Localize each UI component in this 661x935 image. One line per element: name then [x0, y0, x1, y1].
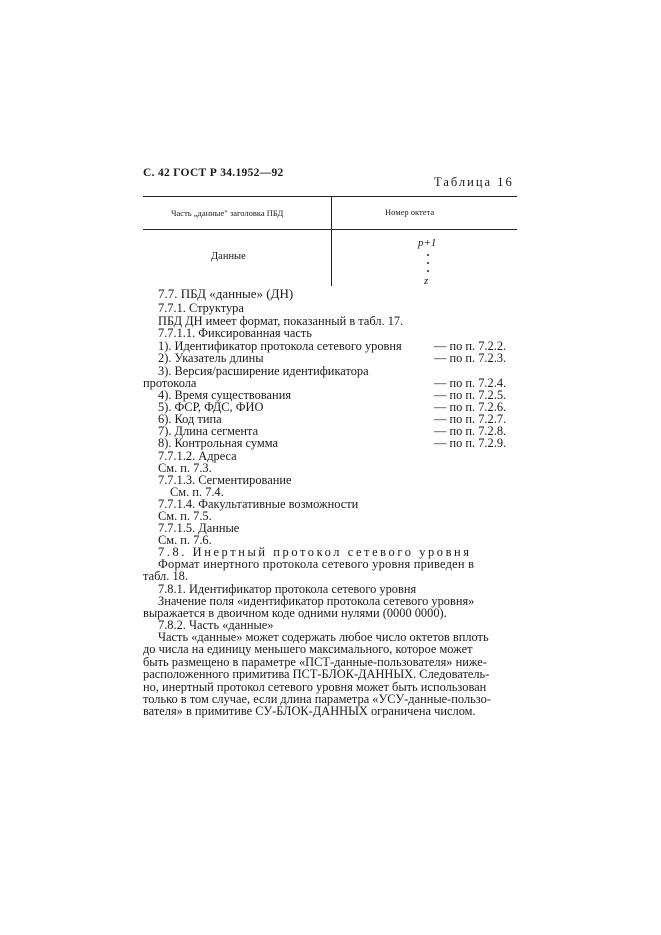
- table-header-octet: Номер октета: [385, 207, 435, 217]
- section-7-7-1-5-ref: См. п. 7.6.: [158, 533, 212, 547]
- section-7-7-title: [158, 288, 293, 300]
- section-title-text: 7.7. ПБД «данные» (ДН): [158, 286, 294, 301]
- section-7-7-1-text: ПБД ДН имеет формат, показанный в табл. 17.: [158, 314, 404, 328]
- paragraph-line: табл. 18.: [143, 569, 188, 583]
- list-item-ref: — по п. 7.2.6.: [434, 400, 507, 414]
- list-item-label: 7). Длина сегмента: [158, 424, 259, 438]
- section-7-7-1-3: 7.7.1.3. Сегментирование: [158, 473, 292, 487]
- list-item-label: 1). Идентификатор протокола сетевого уровня: [158, 339, 402, 353]
- table-header-rule: [143, 229, 517, 230]
- section-7-7-1-4-ref: См. п. 7.5.: [158, 509, 212, 523]
- list-item-label: 8). Контрольная сумма: [158, 436, 279, 450]
- list-item-label: 6). Код типа: [158, 412, 222, 426]
- section-7-8-2: 7.8.2. Часть «данные»: [158, 618, 274, 632]
- section-7-7-1-5: 7.7.1.5. Данные: [158, 521, 240, 535]
- table-header-part: Часть „данные" заголовка ПБД: [171, 208, 284, 218]
- list-item-ref: — по п. 7.2.4.: [434, 376, 507, 390]
- section-7-7-1: 7.7.1. Структура: [158, 301, 244, 315]
- paragraph-line: выражается в двоичном коде одними нулями (0000 0000).: [143, 606, 447, 620]
- list-item-label: 5). ФСР, ФДС, ФИО: [158, 400, 264, 414]
- section-7-7-1-4: 7.7.1.4. Факультативные возможности: [158, 497, 359, 511]
- list-item-label: 3). Версия/расширение идентификатора: [158, 364, 369, 378]
- list-item-ref: — по п. 7.2.3.: [434, 351, 507, 365]
- paragraph-line: расположенного примитива ПСТ-БЛОК-ДАННЫХ. Следователь-: [143, 667, 490, 681]
- list-item-ref: — по п. 7.2.2.: [434, 339, 507, 353]
- octet-ellipsis-dot: [427, 270, 429, 272]
- paragraph-line: но, инертный протокол сетевого уровня может быть использован: [143, 680, 487, 694]
- list-item-label: протокола: [143, 376, 197, 390]
- paragraph-line: до числа на единицу меньшего максимального, которое может: [143, 642, 473, 656]
- paragraph-line: Часть «данные» может содержать любое число октетов вплоть: [158, 630, 489, 644]
- table-top-rule: [143, 196, 517, 197]
- section-7-7-1-2: 7.7.1.2. Адреса: [158, 449, 237, 463]
- table-row-label: Данные: [211, 251, 246, 262]
- list-item-label: 2). Указатель длины: [158, 351, 264, 365]
- paragraph-line: Значение поля «идентификатор протокола сетевого уровня»: [158, 594, 475, 608]
- table-column-divider: [331, 196, 332, 286]
- page-header: С. 42 ГОСТ Р 34.1952—92: [143, 167, 284, 179]
- section-7-8-title: 7.8. Инертный протокол сетевого уровня: [158, 545, 472, 559]
- section-7-7-1-1: 7.7.1.1. Фиксированная часть: [158, 326, 312, 340]
- list-item-ref: — по п. 7.2.8.: [434, 424, 507, 438]
- list-item-ref: — по п. 7.2.9.: [434, 436, 507, 450]
- list-item-ref: — по п. 7.2.5.: [434, 388, 507, 402]
- octet-last: z: [424, 275, 429, 287]
- paragraph-line: только в том случае, если длина параметра «УСУ-данные-пользо-: [143, 692, 491, 706]
- section-7-8-1: 7.8.1. Идентификатор протокола сетевого уровня: [158, 582, 417, 596]
- paragraph-line: быть размещено в параметре «ПСТ-данные-пользователя» ниже-: [143, 655, 487, 669]
- section-7-7-1-2-ref: См. п. 7.3.: [158, 461, 212, 475]
- paragraph-line: Формат инертного протокола сетевого уровня приведен в: [158, 557, 475, 571]
- octet-ellipsis-dot: [427, 254, 429, 256]
- list-item-ref: — по п. 7.2.7.: [434, 412, 507, 426]
- octet-first: p+1: [418, 237, 437, 249]
- list-item-label: 4). Время существования: [158, 388, 292, 402]
- section-7-7-1-3-ref: См. п. 7.4.: [170, 485, 224, 499]
- octet-ellipsis-dot: [427, 262, 429, 264]
- paragraph-line: вателя» в примитиве СУ-БЛОК-ДАННЫХ ограничена числом.: [143, 704, 476, 718]
- table-caption: Таблица 16: [434, 175, 514, 189]
